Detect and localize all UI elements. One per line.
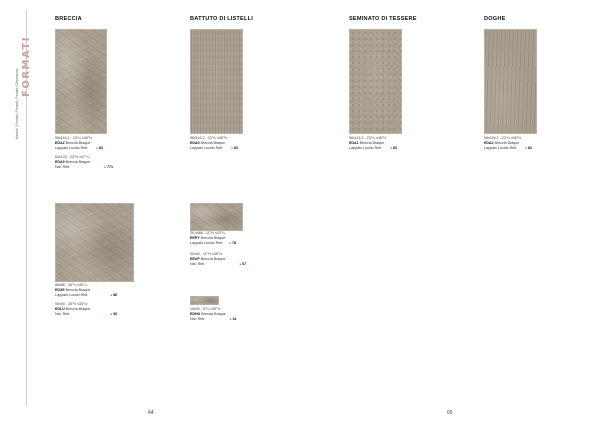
caption-price: ● 78 [229, 241, 236, 246]
column-title-battuto: BATTUTO DI LISTELLI [190, 16, 253, 22]
caption-name: Breccia Braque [65, 306, 91, 311]
caption-format: 60x120 - 23"½ x47"¼ [55, 155, 90, 159]
caption-name: Breccia Braque [200, 256, 226, 261]
caption-format: 90x90 - 35"½ x35"½ [55, 302, 88, 306]
caption-finish: Nat. Rett. [190, 316, 206, 321]
column-title-doghe: DOGHE [484, 16, 506, 22]
caption-price: ● 83 [390, 146, 397, 151]
caption-price: ● 83 [231, 146, 238, 151]
caption-format: 58x116,2 - 23"¼ x46"½ [349, 136, 387, 140]
caption-price: ● 83 [525, 146, 532, 151]
product-caption [55, 155, 113, 169]
caption-price: ● 67 [239, 262, 246, 267]
caption-finish: Nat. Rett. [55, 311, 71, 316]
tile-image-seminato [349, 29, 402, 134]
caption-code: EDXE [55, 287, 65, 292]
column-title-breccia: BRECCIA [55, 16, 82, 22]
caption-name: Breccia Braque [359, 140, 385, 145]
tile-image-battuto [190, 29, 243, 134]
caption-name: Breccia Braque [200, 235, 226, 240]
caption-finish: Nat. Rett. [190, 261, 206, 266]
caption-price: ● 771 [104, 165, 113, 170]
caption-finish: Lappato Lucido Rett. [190, 240, 224, 245]
caption-name: Breccia Braque [65, 159, 91, 164]
caption-price: ● 96 [110, 312, 117, 317]
section-title: FORMATI [21, 36, 32, 97]
caption-name: Breccia Braque [65, 287, 91, 292]
caption-code: EDA2 [484, 140, 494, 145]
product-caption [190, 252, 247, 266]
tile-image-breccia-square [55, 203, 134, 282]
caption-code: EEUP [190, 256, 200, 261]
caption-code: EDA1 [349, 140, 359, 145]
caption-finish: Lappato Lucido Rett. [55, 145, 89, 150]
product-caption [55, 136, 103, 150]
caption-finish: Lappato Lucido Rett. [349, 145, 383, 150]
page-number-left: 64 [148, 410, 154, 416]
caption-name: Breccia Braque [65, 140, 91, 145]
caption-format: 15x90 - 5"¼ x35"½ [190, 307, 221, 311]
caption-code: EDHU [190, 311, 201, 316]
product-caption [55, 283, 118, 297]
product-caption [55, 302, 118, 316]
caption-code: EEPY [190, 235, 200, 240]
page-number-right: 65 [447, 410, 453, 416]
caption-format: 58x116,2 - 23"¼ x46"½ [190, 136, 228, 140]
tile-image-doghe [484, 29, 537, 134]
caption-code: EDA0 [190, 140, 200, 145]
caption-format: 58x116,2 - 23"¼ x46"½ [55, 136, 93, 140]
tile-image-breccia-large [55, 29, 107, 134]
product-caption [484, 136, 532, 150]
caption-format: 29,4x88 - 11"½ x23"¼ [190, 231, 226, 235]
caption-format: 88x88 - 35"¼ x35"¼ [55, 283, 88, 287]
tile-image-breccia-rect [190, 203, 243, 231]
caption-code: EDAZ [55, 140, 65, 145]
caption-price: ● 86 [110, 293, 117, 298]
caption-name: Breccia Braque [494, 140, 520, 145]
breadcrumb: Marazzi | Formati | Formati | Formati | Dimensions [15, 68, 19, 140]
tile-image-breccia-strip [190, 296, 219, 305]
caption-finish: Nat. Rett. [55, 164, 71, 169]
caption-format: 58x116,2 - 23"¼ x46"½ [484, 136, 522, 140]
product-caption [190, 136, 238, 150]
caption-finish: Lappato Lucido Rett. [55, 292, 89, 297]
column-title-seminato: SEMINATO DI TESSERE [349, 16, 417, 22]
caption-format: 30x90 - 11"½ x35"½ [190, 252, 223, 256]
product-caption [349, 136, 397, 150]
caption-finish: Lappato Lucido Rett. [190, 145, 224, 150]
caption-code: EDA9 [55, 159, 65, 164]
caption-price: ● 61 [230, 317, 237, 322]
product-caption [190, 307, 237, 321]
product-caption [190, 231, 236, 245]
caption-price: ● 83 [96, 146, 103, 151]
caption-name: Breccia Braque [200, 140, 226, 145]
caption-finish: Lappato Lucido Rett. [484, 145, 518, 150]
caption-name: Breccia Braque [201, 311, 226, 316]
caption-code: EDLU [55, 306, 65, 311]
